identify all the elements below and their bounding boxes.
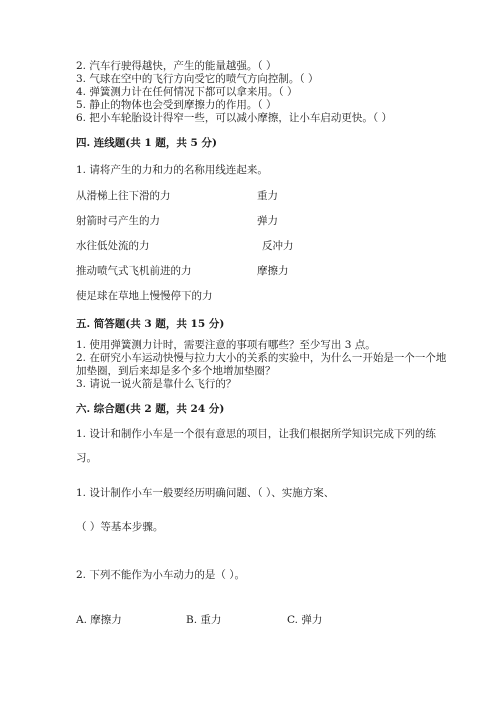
judgement-item-5: 5. 静止的物体也会受到摩擦力的作用。（ ）: [76, 99, 277, 111]
section-5-heading: 五. 简答题(共 3 题，共 15 分): [76, 318, 225, 330]
section-6-heading: 六. 综合题(共 2 题，共 24 分): [76, 403, 225, 415]
section-4-heading: 四. 连线题(共 1 题，共 5 分): [76, 137, 217, 149]
comprehensive-intro: 1. 设计和制作小车是一个很有意思的项目，让我们根据所学知识完成下列的练: [76, 428, 436, 440]
matching-left-item: 从滑梯上往下滑的力: [76, 190, 171, 202]
judgement-item-2: 2. 汽车行驶得越快，产生的能量越强。（ ）: [76, 60, 277, 72]
matching-left-item: 推动喷气式飞机前进的力: [76, 265, 192, 277]
judgement-item-4: 4. 弹簧测力计在任何情况下都可以拿来用。（ ）: [76, 86, 298, 98]
option-c: C. 弹力: [287, 614, 323, 626]
short-answer-line: 加垫圈，到后来却是多个多个地增加垫圈？: [76, 365, 276, 377]
matching-right-item: 摩擦力: [257, 265, 289, 277]
option-b: B. 重力: [186, 614, 222, 626]
matching-left-item: 水往低处流的力: [76, 240, 150, 252]
matching-left-item: 射箭时弓产生的力: [76, 215, 160, 227]
fill-blank-question: 1. 设计制作小车一般要经历明确问题、（ ）、实施方案、: [76, 487, 335, 499]
short-answer-line: 1. 使用弹簧测力计时，需要注意的事项有哪些？至少写出 3 点。: [76, 339, 376, 351]
matching-left-item: 使足球在草地上慢慢停下的力: [76, 290, 213, 302]
matching-right-item: 重力: [257, 190, 278, 202]
judgement-item-3: 3. 气球在空中的飞行方向受它的喷气方向控制。（ ）: [76, 73, 319, 85]
choice-question: 2. 下列不能作为小车动力的是（ ）。: [76, 569, 245, 581]
matching-right-item: 弹力: [257, 215, 278, 227]
fill-blank-question: （ ）等基本步骤。: [76, 521, 164, 533]
short-answer-line: 2. 在研究小车运动快慢与拉力大小的关系的实验中，为什么一开始是一个一个地: [76, 352, 447, 364]
option-a: A. 摩擦力: [76, 614, 122, 626]
comprehensive-intro: 习。: [76, 452, 97, 464]
short-answer-line: 3. 请说一说火箭是靠什么飞行的？: [76, 378, 237, 390]
judgement-item-6: 6. 把小车轮胎设计得窄一些，可以减小摩擦，让小车启动更快。（ ）: [76, 112, 392, 124]
section-4-question: 1. 请将产生的力和力的名称用线连起来。: [76, 164, 268, 176]
matching-right-item: 反冲力: [262, 240, 294, 252]
